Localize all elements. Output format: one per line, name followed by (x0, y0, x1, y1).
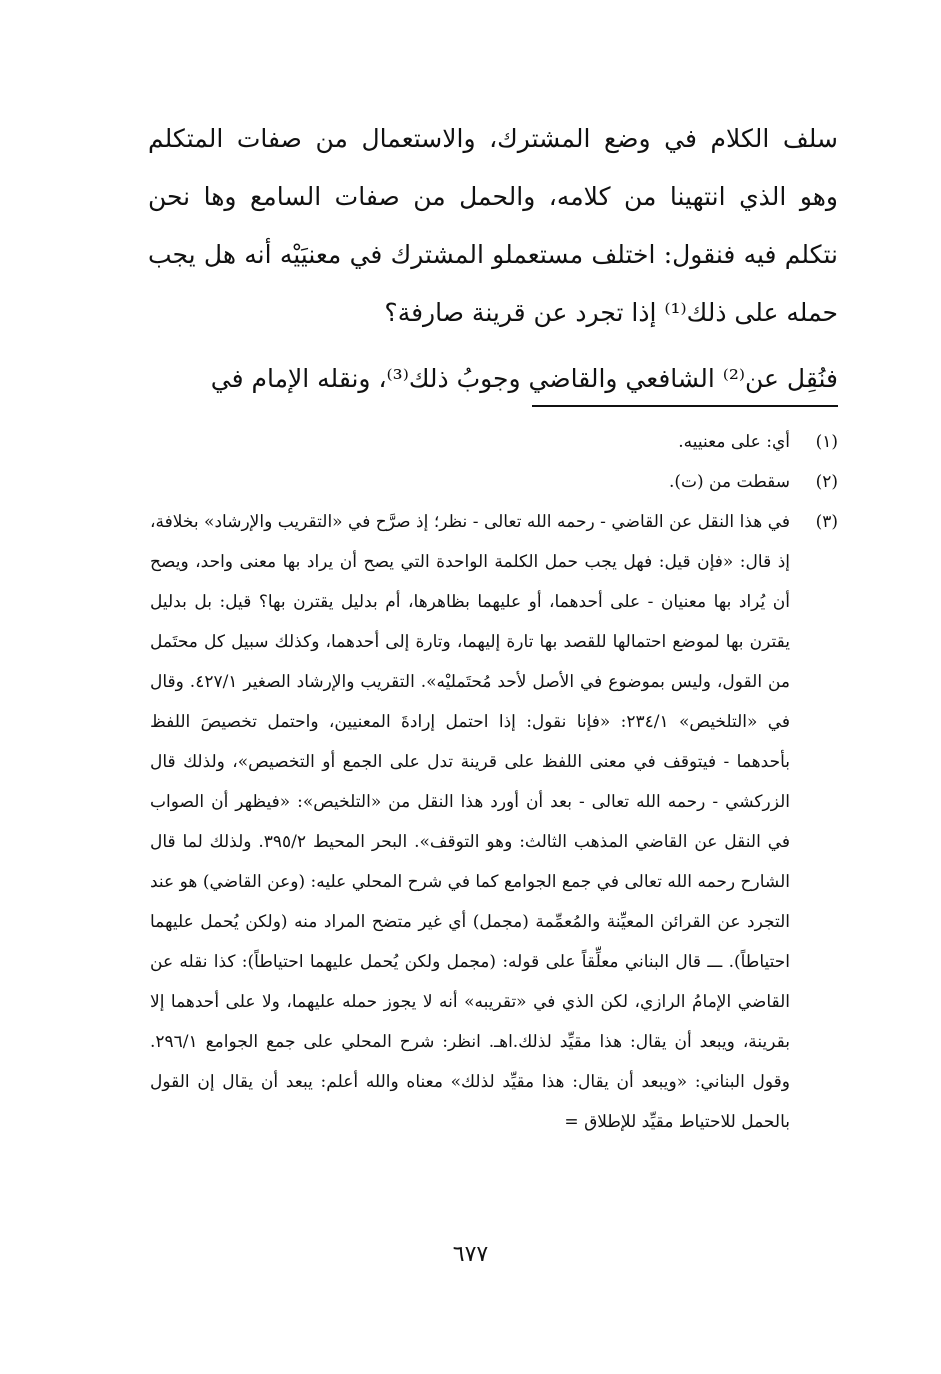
footnote-number: (٣) (815, 512, 838, 532)
footnote-text: سقطت من (ت). (668, 472, 790, 492)
footnote-text: أي: على معنييه. (678, 432, 790, 452)
main-text (148, 110, 838, 408)
page-number: ٦٧٧ (452, 1242, 489, 1267)
footnote-3 (150, 502, 838, 1142)
footnote-text: في هذا النقل عن القاضي - رحمه الله تعالى - نظر؛ إذ صرَّح في «التقريب والإرشاد» بخلافة، إذ قال: «فإن قيل: فهل يجب حمل الكلمة الواحدة التي يصح أن يراد بها معنى واحد، ويصح أن يُراد بها معنيان - على أحدهما، أو عليهما بظاهرها، أم بدليل يقترن بها؟ قيل: بل بدليل يقترن بها لموضع احتمالها للقصد بها تارة إليهما، وتارة إلى أحدهما، وكذلك سبيل كل محتَمل من القول، وليس بموضوع في الأصل لأحد مُحتَمليْه». التقريب والإرشاد الصغير ٤٢٧/١. وقال في «التلخيص» ٢٣٤/١: «فإنا نقول: إذا احتمل إرادةَ المعنيين، واحتمل تخصيصَ اللفظ بأحدهما - فيتوقف في معنى اللفظ على قرينة تدل على الجمع أو التخصيص»، ولذلك قال الزركشي - رحمه الله تعالى - بعد أن أورد هذا النقل من «التلخيص»: «فيظهر أن الصواب في النقل عن القاضي المذهب الثالث: وهو التوقف». البحر المحيط ٣٩٥/٢. ولذلك لما قال الشارح رحمه الله تعالى في جمع الجوامع كما في شرح المحلي عليه: (وعن القاضي) هو عند التجرد عن القرائن المعيِّنة والمُعمِّمة (مجمل) أي غير متضح المراد منه (ولكن يُحمل عليهما احتياطاً). ـــ قال البناني معلِّقاً على قوله: (مجمل ولكن يُحمل عليهما احتياطاً): كذا نقله عن القاضي الإمامُ الرازي، لكن الذي في «تقريبه» أنه لا يجوز حمله عليهما، ولا على أحدهما إلا بقرينة، ويبعد أن يقال: هذا مقيِّد لذلك.اهـ. انظر: شرح المحلي على جمع الجوامع ٢٩٦/١. وقول البناني: «ويبعد أن يقال: هذا مقيِّد لذلك» معناه والله أعلم: يبعد أن يقال إن القول بالحمل للاحتياط مقيِّد للإطلاق = (150, 512, 791, 1132)
footnote-number: (١) (815, 432, 838, 452)
footnote-separator (532, 405, 838, 407)
main-paragraph-1: سلف الكلام في وضع المشترك، والاستعمال من صفات المتكلم وهو الذي انتهينا من كلامه، والحمل من صفات السامع وها نحن نتكلم فيه فنقول: اختلف مستعملو المشترك في معنيَيْه أنه هل يجب حمله على ذلك⁽¹⁾ إذا تجرد عن قرينة صارفة؟ (148, 124, 838, 327)
footnote-2 (150, 462, 838, 502)
footnote-1 (150, 422, 838, 462)
main-paragraph-2: فنُقِل عن⁽²⁾ الشافعي والقاضي وجوبُ ذلك⁽³⁾، ونقله الإمام في (210, 364, 838, 393)
footnotes (150, 422, 838, 1142)
footnote-number: (٢) (815, 472, 838, 492)
